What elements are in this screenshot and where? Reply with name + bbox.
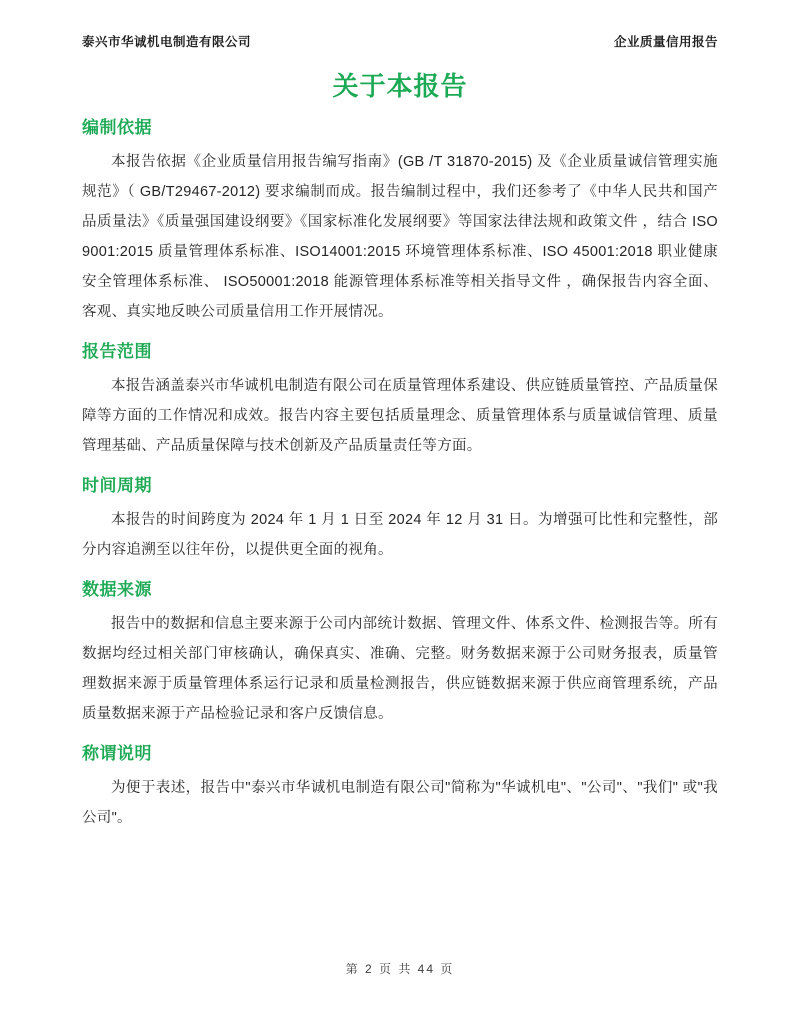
page-number: 第 2 页 共 44 页 bbox=[345, 962, 455, 976]
header-company-name: 泰兴市华诚机电制造有限公司 bbox=[82, 35, 252, 49]
section-body-time-period: 本报告的时间跨度为 2024 年 1 月 1 日至 2024 年 12 月 31 日。为增强可比性和完整性，部分内容追溯至以往年份，以提供更全面的视角。 bbox=[82, 512, 718, 558]
section-report-scope bbox=[82, 340, 718, 461]
section-naming-conventions bbox=[82, 742, 718, 833]
section-heading-compilation-basis: 编制依据 bbox=[82, 118, 152, 137]
page-header bbox=[82, 32, 718, 50]
section-body-naming-conventions: 为便于表述，报告中"泰兴市华诚机电制造有限公司"简称为"华诚机电"、"公司"、"我们" 或"我公司"。 bbox=[82, 780, 718, 826]
section-compilation-basis bbox=[82, 116, 718, 327]
section-body-report-scope: 本报告涵盖泰兴市华诚机电制造有限公司在质量管理体系建设、供应链质量管控、产品质量保障等方面的工作情况和成效。报告内容主要包括质量理念、质量管理体系与质量诚信管理、质量管理基础、产品质量保障与技术创新及产品质量责任等方面。 bbox=[82, 378, 718, 454]
section-heading-naming-conventions: 称谓说明 bbox=[82, 744, 152, 763]
section-time-period bbox=[82, 474, 718, 565]
section-data-sources bbox=[82, 578, 718, 729]
page-footer bbox=[82, 960, 718, 1005]
header-report-type: 企业质量信用报告 bbox=[613, 35, 718, 49]
section-heading-time-period: 时间周期 bbox=[82, 476, 152, 495]
section-body-data-sources: 报告中的数据和信息主要来源于公司内部统计数据、管理文件、体系文件、检测报告等。所有数据均经过相关部门审核确认，确保真实、准确、完整。财务数据来源于公司财务报表，质量管理数据来源于质量管理体系运行记录和质量检测报告，供应链数据来源于供应商管理系统，产品质量数据来源于产品检验记录和客户反馈信息。 bbox=[82, 616, 718, 722]
page-title: 关于本报告 bbox=[332, 71, 468, 101]
section-heading-report-scope: 报告范围 bbox=[82, 342, 152, 361]
section-heading-data-sources: 数据来源 bbox=[82, 580, 152, 599]
section-body-compilation-basis: 本报告依据《企业质量信用报告编写指南》(GB /T 31870-2015) 及《企业质量诚信管理实施规范》（ GB/T29467-2012) 要求编制而成。报告编制过程中，我们还参考了《中华人民共和国产品质量法》《质量强国建设纲要》《国家标准化发展纲要》等国家法律法规和政策文件 ，结合 ISO 9001:2015 质量管理体系标准、ISO14001:2015 环境管理体系标准、ISO 45001:2018 职业健康安全管理体系标准、 ISO50001:2018 能源管理体系标准等相关指导文件 ，确保报告内容全面、客观、真实地反映公司质量信用工作开展情况。 bbox=[82, 154, 718, 320]
